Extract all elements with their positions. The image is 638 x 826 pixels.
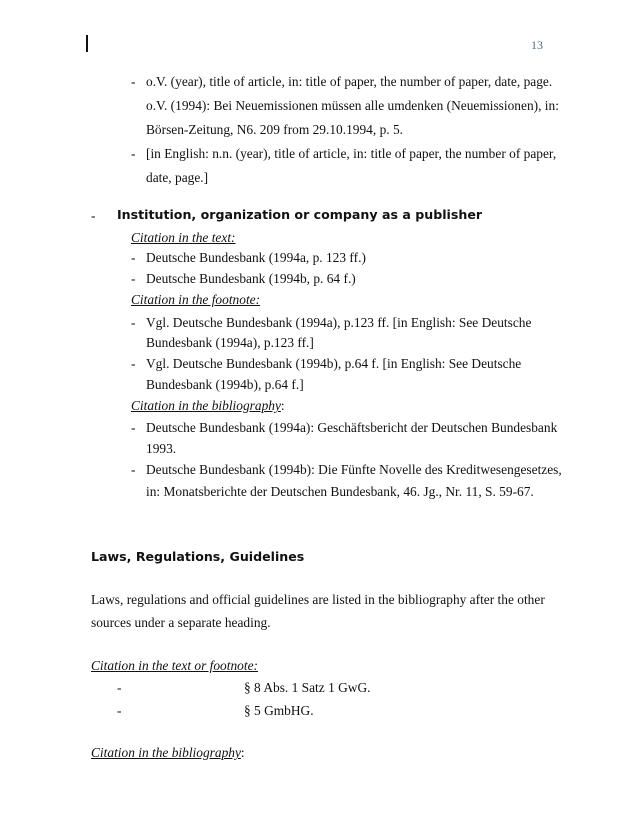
list-item: o.V. (1994): Bei Neuemissionen müssen alle umdenken (Neuemissionen), in: [146,98,559,113]
section-dash: - [91,208,96,223]
citation-bibliography-label-line [131,398,285,414]
list-dash: - [117,703,122,718]
list-dash: - [131,271,136,286]
citation-footnote-label: Citation in the footnote: [131,292,261,307]
law-example: § 8 Abs. 1 Satz 1 GwG. [244,680,371,695]
laws-paragraph-line: sources under a separate heading. [91,615,271,630]
list-item: date, page.] [146,170,209,185]
laws-citation-text-label: Citation in the text or footnote: [91,658,258,673]
laws-heading: Laws, Regulations, Guidelines [91,549,305,564]
list-item: Bundesbank (1994b), p.64 f.] [146,377,304,392]
list-dash: - [131,146,136,161]
law-example: § 5 GmbHG. [244,703,314,718]
list-dash: - [131,356,136,371]
margin-bar [86,35,88,52]
list-item: Deutsche Bundesbank (1994a, p. 123 ff.) [146,250,366,265]
label-colon: : [280,398,285,413]
list-item: Bundesbank (1994a), p.123 ff.] [146,335,314,350]
list-dash: - [131,74,136,89]
list-dash: - [131,250,136,265]
list-item: Börsen-Zeitung, N6. 209 from 29.10.1994, p. 5. [146,122,403,137]
list-dash: - [131,315,136,330]
list-item: [in English: n.n. (year), title of article, in: title of paper, the number of paper, [146,146,557,161]
list-dash: - [117,680,122,695]
list-dash: - [131,420,136,435]
laws-bibliography-label-line [91,745,245,761]
institution-heading: Institution, organization or company as a publisher [117,207,483,222]
laws-bibliography-label: Citation in the bibliography [91,745,241,760]
laws-paragraph-line: Laws, regulations and official guidelines are listed in the bibliography after the other [91,592,545,607]
list-dash: - [131,462,136,477]
list-item: o.V. (year), title of article, in: title of paper, the number of paper, date, page. [146,74,553,89]
citation-text-label: Citation in the text: [131,230,236,245]
list-item: Vgl. Deutsche Bundesbank (1994b), p.64 f. [in English: See Deutsche [146,356,522,371]
list-item: Deutsche Bundesbank (1994b, p. 64 f.) [146,271,356,286]
list-item: Deutsche Bundesbank (1994b): Die Fünfte Novelle des Kreditwesengesetzes, [146,462,562,477]
page-number: 13 [531,38,543,52]
list-item: Vgl. Deutsche Bundesbank (1994a), p.123 ff. [in English: See Deutsche [146,315,532,330]
citation-bibliography-label: Citation in the bibliography [131,398,281,413]
list-item: Deutsche Bundesbank (1994a): Geschäftsbericht der Deutschen Bundesbank [146,420,558,435]
list-item: in: Monatsberichte der Deutschen Bundesbank, 46. Jg., Nr. 11, S. 59-67. [146,484,534,499]
label-colon: : [240,745,245,760]
list-item: 1993. [146,441,177,456]
